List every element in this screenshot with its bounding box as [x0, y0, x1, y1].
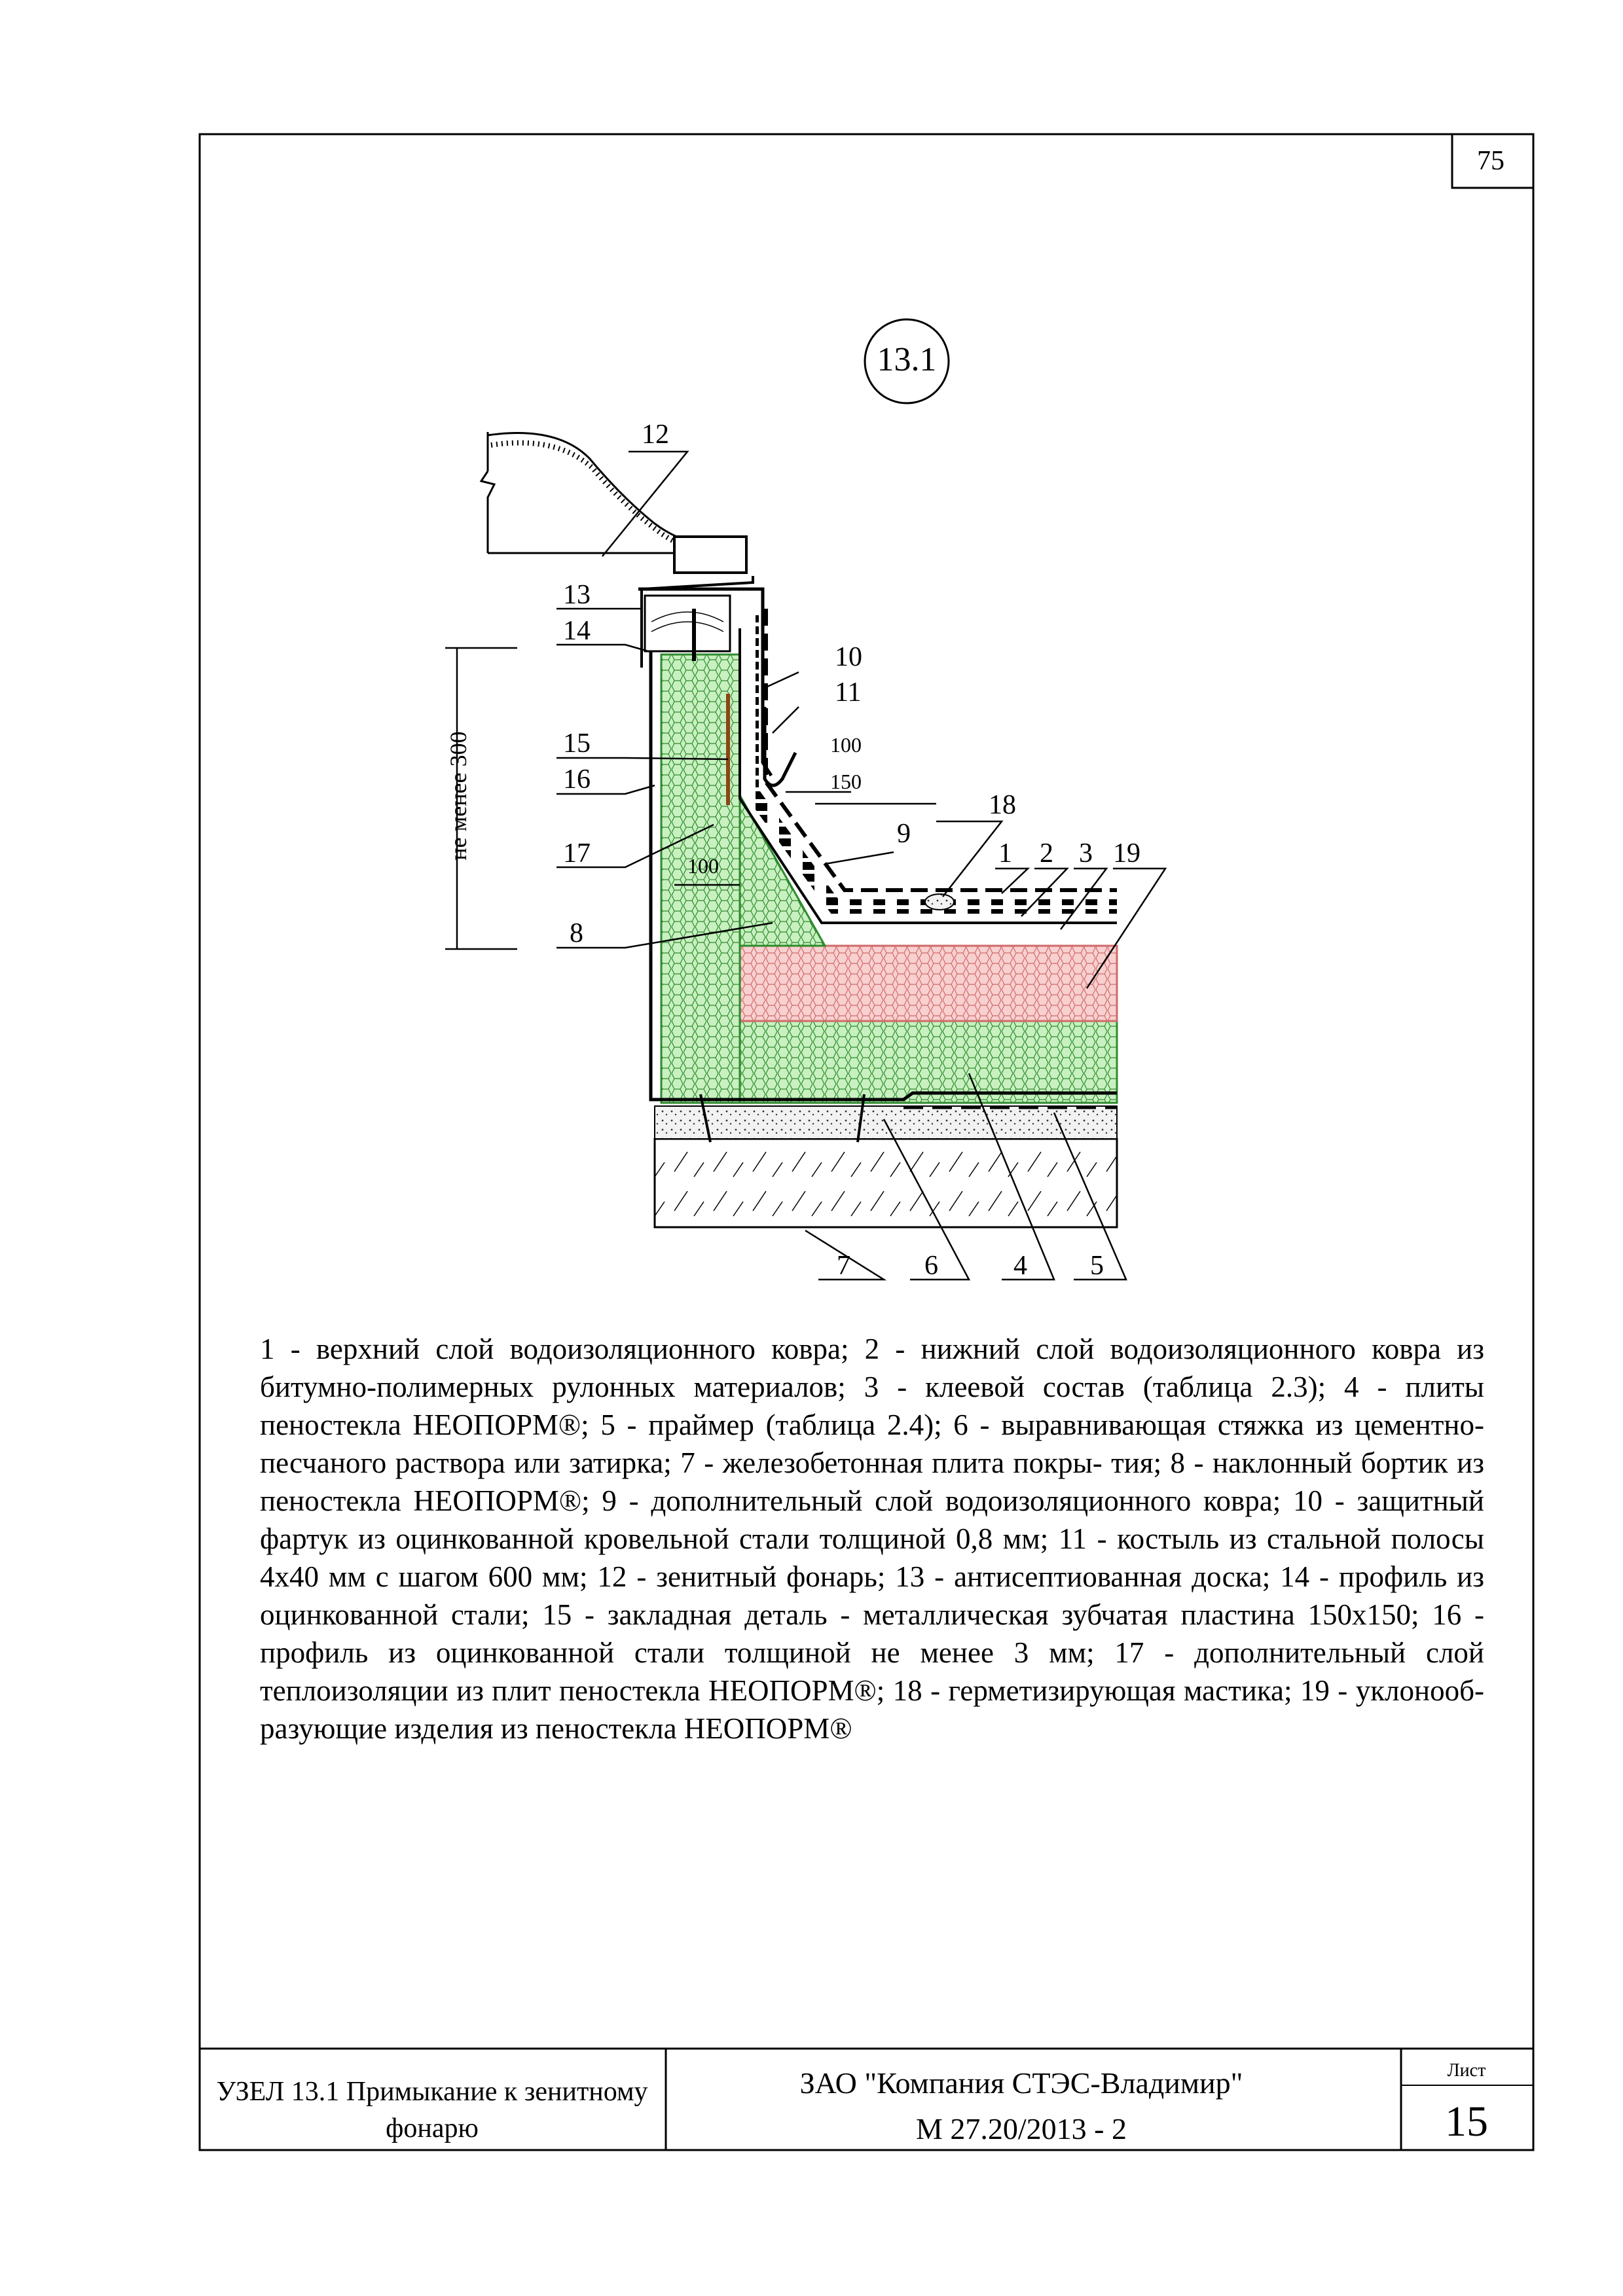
height-note: не менее 300	[445, 731, 471, 861]
antiseptic-board	[645, 596, 730, 651]
detail-id: 13.1	[877, 341, 937, 378]
sheet-label: Лист	[1447, 2060, 1486, 2081]
callout-13: 13	[563, 580, 591, 610]
page-number: 75	[1477, 146, 1504, 176]
sheet-number: 15	[1445, 2098, 1488, 2145]
callout-12: 12	[642, 420, 669, 450]
callout-9: 9	[897, 819, 911, 849]
callout-16: 16	[563, 764, 591, 795]
dim-100-top: 100	[830, 733, 862, 757]
skylight-clamp	[674, 537, 746, 573]
callout-4: 4	[1013, 1251, 1027, 1281]
callout-11: 11	[835, 677, 862, 708]
callout-19: 19	[1113, 838, 1140, 869]
company-name: ЗАО "Компания СТЭС-Владимир"	[799, 2066, 1243, 2100]
legend-caption: 1 - верхний слой водоизоляционного ковра; 2 - нижний слой водоизоляционного ковра из битумно-полимерных рулонных материалов; 3 - клеевой состав (таблица 2.3); 4 - плиты пеностекла НЕОПОРМ®; 5 - праймер (таблица 2.4); 6 - выравнивающая стяжка из цементно-песчаного раствора или затирка; 7 - железобетонная плита покры- тия; 8 - наклонный бортик из пеностекла НЕОПОРМ®; 9 - дополнительный слой водоизоляционного ковра; 10 - защитный фартук из оцинкованной кровельной стали толщиной 0,8 мм; 11 - костыль из стальной полосы 4x40 мм с шагом 600 мм; 12 - зенитный фонарь; 13 - антисептиованная доска; 14 - профиль из оцинкованной стали; 15 - закладная деталь - металлическая зубчатая пластина 150x150; 16 - профиль из оцинкованной стали толщиной не менее 3 мм; 17 - дополнительный слой теплоизоляции из плит пеностекла НЕОПОРМ®; 18 - герметизирующая мастика; 19 - уклонооб- разующие изделия из пеностекла НЕОПОРМ®	[260, 1333, 1484, 1745]
waterproofing-top-layer	[766, 609, 1117, 890]
concrete-slab	[655, 1139, 1117, 1227]
slope-forming-product	[740, 946, 1117, 1021]
callout-1: 1	[998, 838, 1012, 869]
callout-6: 6	[924, 1251, 938, 1281]
callout-10: 10	[835, 642, 862, 672]
callout-18: 18	[989, 790, 1016, 820]
foam-glass-plate	[740, 1021, 1117, 1103]
callout-5: 5	[1090, 1251, 1104, 1281]
callout-14: 14	[563, 616, 591, 646]
node-title: УЗЕЛ 13.1 Примыкание к зенитному фонарю	[216, 2077, 648, 2144]
dim-150: 150	[830, 770, 862, 793]
callout-8: 8	[570, 918, 583, 948]
callout-17: 17	[563, 838, 591, 869]
callout-3: 3	[1079, 838, 1093, 869]
waterproofing-membrane	[752, 615, 1117, 906]
skylight-dome	[481, 432, 714, 553]
callout-2: 2	[1040, 838, 1053, 869]
sealing-mastic	[925, 894, 954, 910]
dim-100-bevel: 100	[687, 854, 719, 878]
title-block-center	[668, 2060, 1375, 2152]
callout-7: 7	[837, 1251, 850, 1281]
callout-15: 15	[563, 728, 591, 759]
document-code: М 27.20/2013 - 2	[916, 2112, 1127, 2145]
